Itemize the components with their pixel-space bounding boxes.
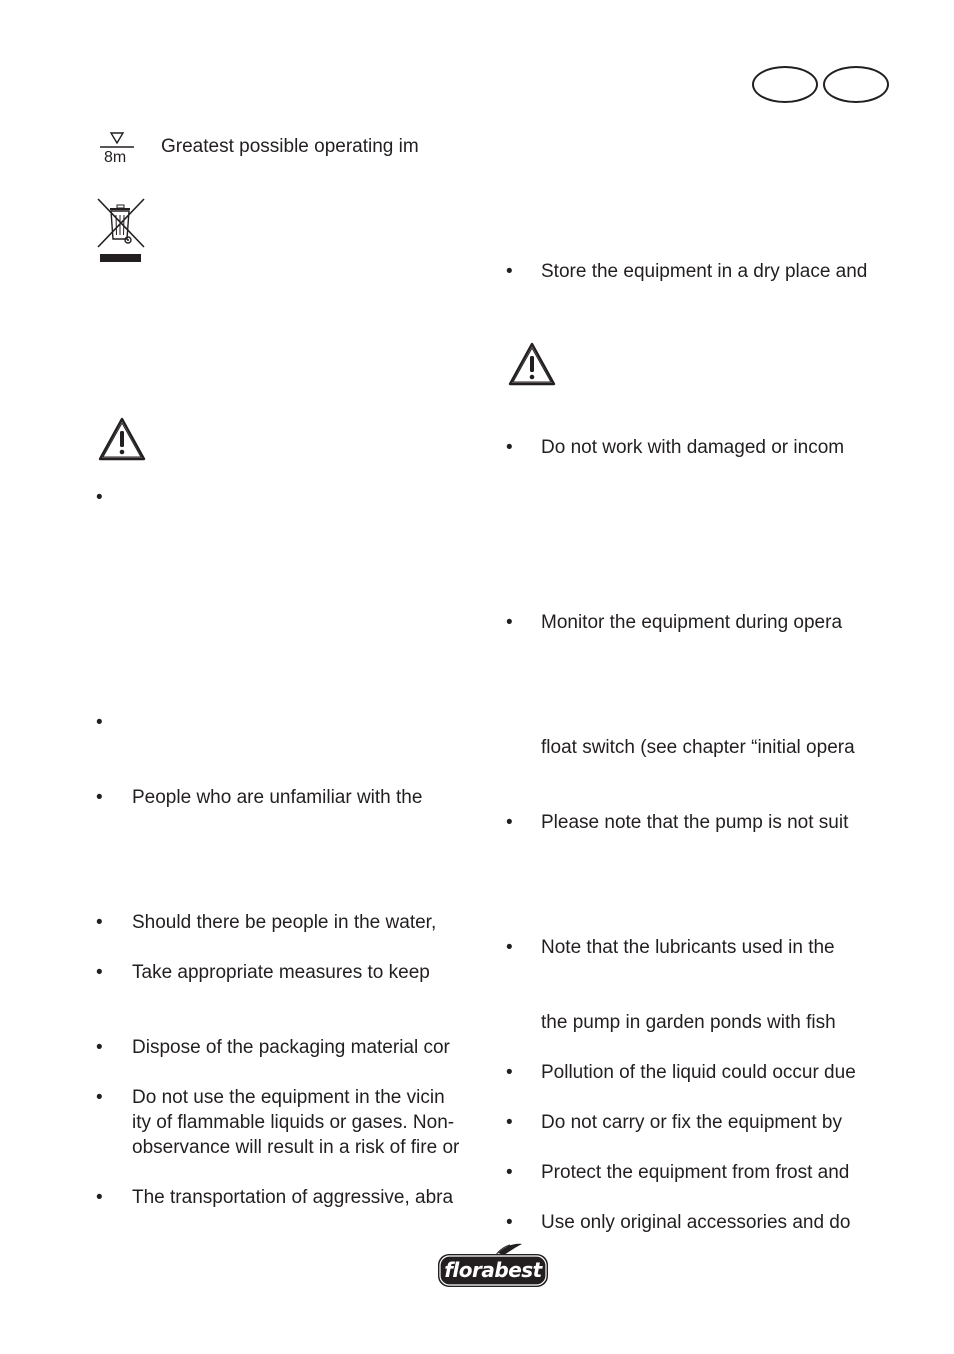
bullet-marker: •	[96, 487, 103, 508]
bullet-marker: •	[96, 1087, 103, 1108]
list-item-continuation: ity of flammable liquids or gases. Non-	[132, 1112, 455, 1133]
list-item: Note that the lubricants used in the	[541, 937, 835, 958]
crossed-out-bin-icon	[96, 197, 146, 263]
list-item-continuation: the pump in garden ponds with fish	[541, 1012, 836, 1033]
bullet-marker: •	[506, 1062, 513, 1083]
language-oval-right	[823, 66, 889, 103]
list-item: People who are unfamiliar with the	[132, 787, 423, 808]
warning-triangle-icon	[507, 341, 557, 387]
list-item: Monitor the equipment during opera	[541, 612, 843, 633]
bullet-marker: •	[506, 437, 513, 458]
list-item: Store the equipment in a dry place and	[541, 261, 868, 282]
list-item: Do not use the equipment in the vicin	[132, 1087, 445, 1108]
logo-text: florabest	[444, 1258, 542, 1282]
list-item: Protect the equipment from frost and	[541, 1162, 850, 1183]
bullet-marker: •	[506, 612, 513, 633]
list-item: Do not work with damaged or incom	[541, 437, 845, 458]
bullet-marker: •	[96, 1037, 103, 1058]
list-item: Use only original accessories and do	[541, 1212, 851, 1233]
florabest-logo	[436, 1243, 550, 1289]
list-item: The transportation of aggressive, abra	[132, 1187, 454, 1208]
list-item: Please note that the pump is not suit	[541, 812, 849, 833]
list-item-continuation: float switch (see chapter “initial opera	[541, 737, 855, 758]
bullet-marker: •	[96, 787, 103, 808]
bullet-marker: •	[506, 261, 513, 282]
bullet-marker: •	[506, 1112, 513, 1133]
depth-text: Greatest possible operating im	[161, 136, 419, 157]
bullet-marker: •	[96, 1187, 103, 1208]
bullet-marker: •	[506, 937, 513, 958]
warning-triangle-icon	[97, 416, 147, 462]
max-depth-icon	[98, 130, 136, 170]
list-item: Pollution of the liquid could occur due	[541, 1062, 856, 1083]
list-item: Do not carry or fix the equipment by	[541, 1112, 842, 1133]
list-item-continuation: observance will result in a risk of fire or	[132, 1137, 460, 1158]
bullet-marker: •	[506, 812, 513, 833]
bullet-marker: •	[506, 1212, 513, 1233]
list-item: Dispose of the packaging material cor	[132, 1037, 450, 1058]
list-item: Should there be people in the water,	[132, 912, 437, 933]
max-depth-label: 8m	[104, 149, 127, 166]
bullet-marker: •	[96, 712, 103, 733]
bullet-marker: •	[96, 912, 103, 933]
language-oval-left	[752, 66, 818, 103]
list-item: Take appropriate measures to keep	[132, 962, 430, 983]
bullet-marker: •	[96, 962, 103, 983]
bullet-marker: •	[506, 1162, 513, 1183]
